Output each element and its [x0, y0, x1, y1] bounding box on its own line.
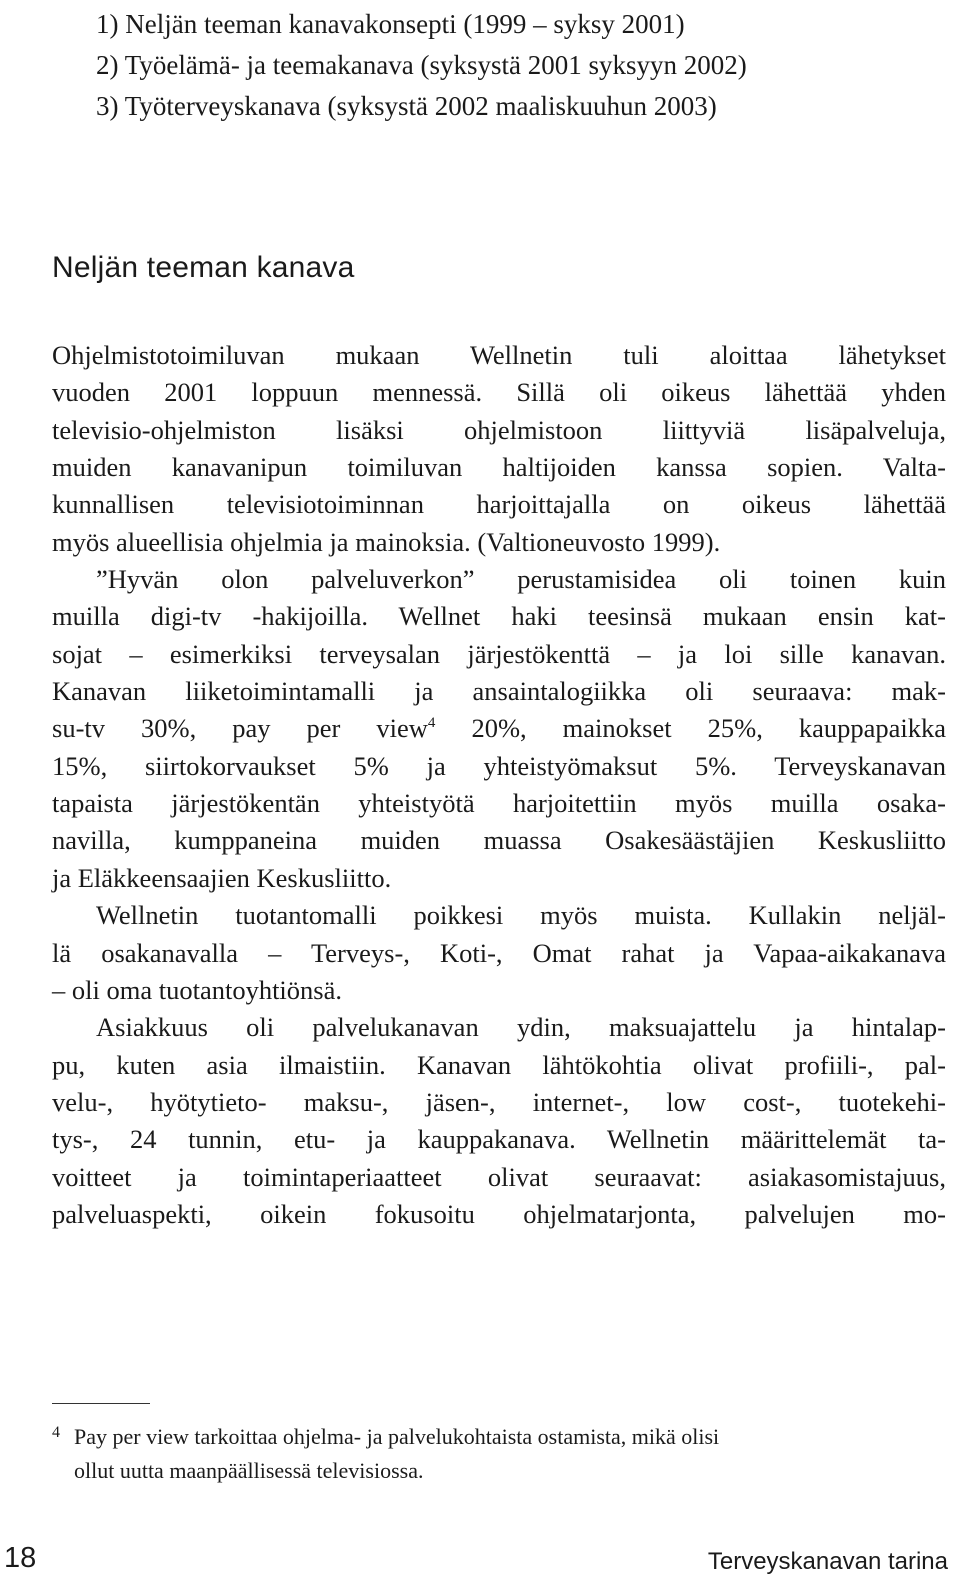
footnote-line: Pay per view tarkoittaa ohjelma- ja palvelukohtaista ostamista, mikä olisi: [74, 1424, 720, 1449]
footnote-divider: [52, 1403, 150, 1404]
list-item: 3) Työterveyskanava (syksystä 2002 maaliskuuhun 2003): [96, 91, 717, 121]
text-line: tys-, 24 tunnin, etu- ja kauppakanava. Wellnetin määrittelemät ta-: [52, 1124, 946, 1155]
text-line: voitteet ja toimintaperiaatteet olivat seuraavat: asiakasomistajuus,: [52, 1161, 946, 1192]
text-line: pu, kuten asia ilmaistiin. Kanavan lähtökohtia olivat profiili-, pal-: [52, 1049, 946, 1080]
text-line: muiden kanavanipun toimiluvan haltijoiden kanssa sopien. Valta-: [52, 452, 946, 483]
text-line: myös alueellisia ohjelmia ja mainoksia. (Valtioneuvosto 1999).: [52, 526, 721, 557]
period-list: [96, 4, 916, 127]
text-line: vuoden 2001 loppuun mennessä. Sillä oli oikeus lähettää yhden: [52, 377, 946, 408]
text-line: televisio-ohjelmiston lisäksi ohjelmistoon liittyviä lisäpalveluja,: [52, 414, 946, 445]
text-fragment: 20%, mainokset 25%, kauppapaikka: [435, 713, 947, 744]
text-fragment: su-tv 30%, pay per view: [52, 713, 428, 744]
text-line: ja Eläkkeensaajien Keskusliitto.: [52, 862, 392, 893]
list-item: 1) Neljän teeman kanavakonsepti (1999 – syksy 2001): [96, 9, 685, 39]
text-line: Kanavan liiketoimintamalli ja ansaintalogiikka oli seuraava: mak-: [52, 676, 946, 707]
text-line: velu-, hyötytieto- maksu-, jäsen-, internet-, low cost-, tuotekehi-: [52, 1086, 946, 1117]
text-line: tapaista järjestökentän yhteistyötä harjoitettiin myös muilla osaka-: [52, 788, 946, 819]
section-heading: Neljän teeman kanava: [52, 251, 355, 284]
text-line: 15%, siirtokorvaukset 5% ja yhteistyömaksut 5%. Terveyskanavan: [52, 750, 946, 781]
body-text: [52, 337, 946, 1233]
footnote-number: 4: [52, 1424, 60, 1441]
footnote: [52, 1420, 932, 1488]
text-line: Asiakkuus oli palvelukanavan ydin, maksuajattelu ja hintalap-: [96, 1012, 946, 1043]
footnote-line: ollut uutta maanpäällisessä televisiossa.: [74, 1458, 424, 1483]
footnote-reference: 4: [427, 715, 436, 732]
text-line: Wellnetin tuotantomalli poikkesi myös muista. Kullakin neljäl-: [96, 900, 946, 931]
text-line: navilla, kumppaneina muiden muassa Osakesäästäjien Keskusliitto: [52, 825, 946, 856]
text-line: muilla digi-tv -hakijoilla. Wellnet haki teesinsä mukaan ensin kat-: [52, 601, 946, 632]
text-line: Ohjelmistotoimiluvan mukaan Wellnetin tuli aloittaa lähetykset: [52, 340, 946, 370]
text-line: sojat – esimerkiksi terveysalan järjestökenttä – ja loi sille kanavan.: [52, 638, 946, 669]
text-line: palveluaspekti, oikein fokusoitu ohjelmatarjonta, palvelujen mo-: [52, 1198, 946, 1229]
page-number: 18: [4, 1542, 37, 1574]
running-title: Terveyskanavan tarina: [707, 1548, 948, 1575]
text-line: kunnallisen televisiotoiminnan harjoittajalla on oikeus lähettää: [52, 489, 946, 520]
text-line: lä osakanavalla – Terveys-, Koti-, Omat rahat ja Vapaa-aikakanava: [52, 937, 946, 968]
text-line: – oli oma tuotantoyhtiönsä.: [52, 974, 342, 1005]
text-line: [52, 710, 946, 747]
list-item: 2) Työelämä- ja teemakanava (syksystä 2001 syksyyn 2002): [96, 50, 747, 80]
text-line: ”Hyvän olon palveluverkon” perustamisidea oli toinen kuin: [96, 564, 946, 595]
